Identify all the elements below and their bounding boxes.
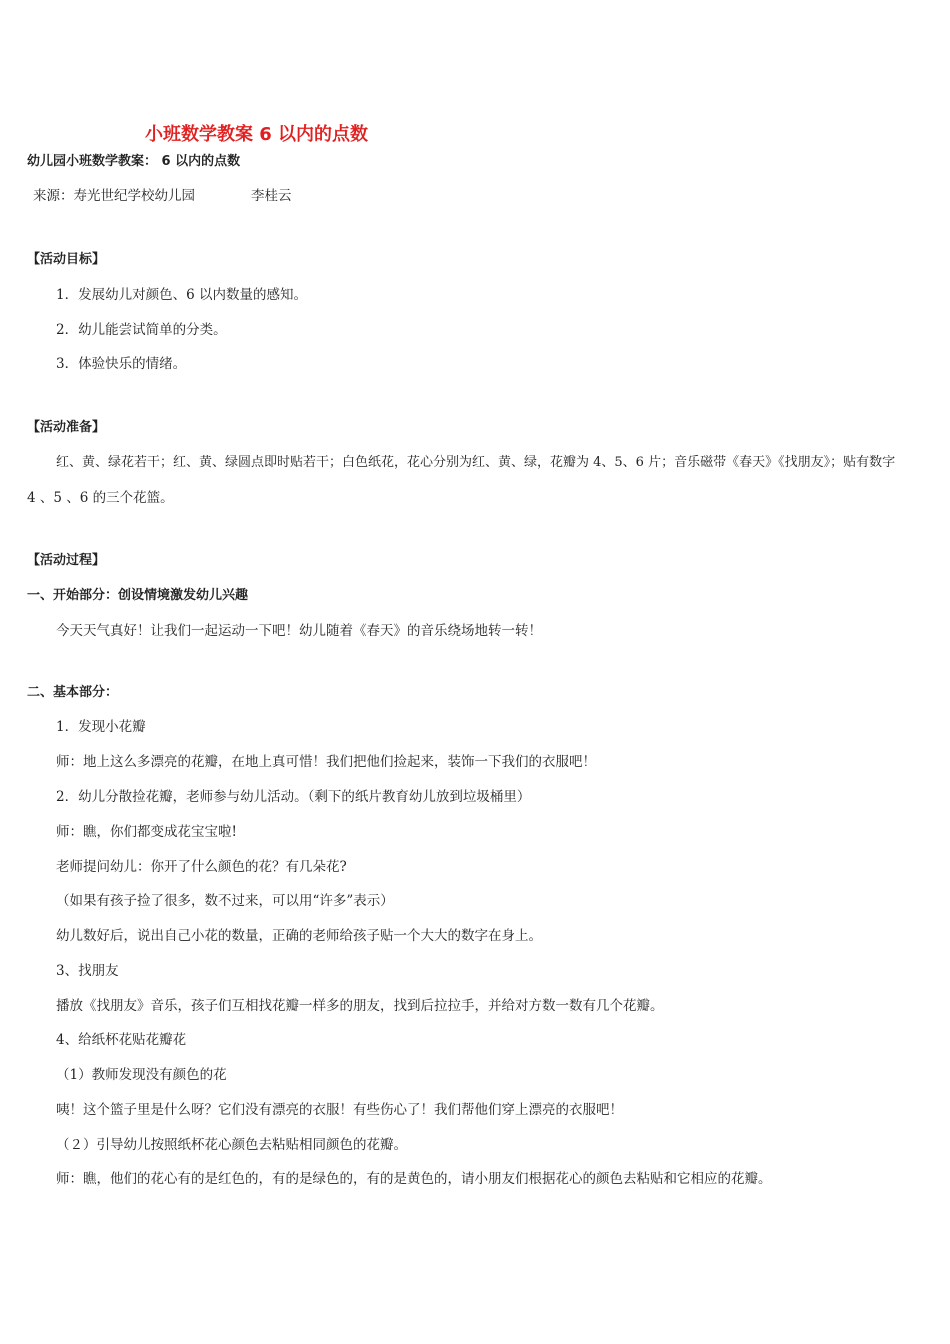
- goals-heading: 【活动目标】: [27, 252, 106, 267]
- part2-line-6: （如果有孩子捡了很多，数不过来，可以用“许多”表示）: [56, 893, 394, 909]
- part1-heading: 一、开始部分：创设情境激发幼儿兴趣: [27, 588, 249, 603]
- prep-text-line-1: 红、黄、绿花若干；红、黄、绿圆点即时贴若干；白色纸花，花心分别为红、黄、绿，花瓣为 4、5、6 片；音乐磁带《春天》《找朋友》；贴有数字: [56, 455, 896, 470]
- part2-heading: 二、基本部分：: [27, 685, 119, 700]
- author-name: 李桂云: [251, 188, 292, 204]
- part2-line-8: 3、找朋友: [56, 963, 119, 979]
- part2-line-4: 师：瞧，你们都变成花宝宝啦!: [56, 824, 237, 840]
- part1-text: 今天天气真好！让我们一起运动一下吧！幼儿随着《春天》的音乐绕场地转一转！: [56, 623, 542, 639]
- goal-item-3: 3．体验快乐的情绪。: [56, 356, 187, 372]
- source-label: 来源：寿光世纪学校幼儿园: [33, 188, 195, 204]
- part2-line-7: 幼儿数好后，说出自己小花的数量，正确的老师给孩子贴一个大大的数字在身上。: [56, 928, 542, 944]
- part2-line-12: 咦！这个篮子里是什么呀？它们没有漂亮的衣服！有些伤心了！我们帮他们穿上漂亮的衣服吧！: [56, 1102, 623, 1118]
- part2-line-13: （２）引导幼儿按照纸杯花心颜色去粘贴相同颜色的花瓣。: [56, 1137, 407, 1153]
- part2-line-10: 4、给纸杯花贴花瓣花: [56, 1032, 187, 1048]
- prep-text-line-2: 4 、5 、6 的三个花篮。: [27, 490, 174, 506]
- part2-line-11: （1）教师发现没有颜色的花: [56, 1067, 227, 1083]
- part2-line-2: 师：地上这么多漂亮的花瓣，在地上真可惜！我们把他们捡起来，装饰一下我们的衣服吧！: [56, 754, 596, 770]
- goal-item-2: 2．幼儿能尝试简单的分类。: [56, 322, 227, 338]
- part2-line-3: 2．幼儿分散捡花瓣，老师参与幼儿活动。（剩下的纸片教育幼儿放到垃圾桶里）: [56, 789, 531, 805]
- document-subtitle: 幼儿园小班数学教案： 6 以内的点数: [27, 154, 241, 169]
- part2-line-5: 老师提问幼儿：你开了什么颜色的花？有几朵花?: [56, 859, 347, 875]
- goal-item-1: 1．发展幼儿对颜色、6 以内数量的感知。: [56, 287, 307, 303]
- part2-line-1: 1．发现小花瓣: [56, 719, 146, 735]
- part2-line-14: 师：瞧，他们的花心有的是红色的，有的是绿色的，有的是黄色的，请小朋友们根据花心的颜色去粘贴和它相应的花瓣。: [56, 1171, 772, 1187]
- process-heading: 【活动过程】: [27, 553, 106, 568]
- prep-heading: 【活动准备】: [27, 420, 106, 435]
- page-title: 小班数学教案 6 以内的点数: [145, 124, 369, 145]
- part2-line-9: 播放《找朋友》音乐，孩子们互相找花瓣一样多的朋友，找到后拉拉手，并给对方数一数有几个花瓣。: [56, 998, 664, 1014]
